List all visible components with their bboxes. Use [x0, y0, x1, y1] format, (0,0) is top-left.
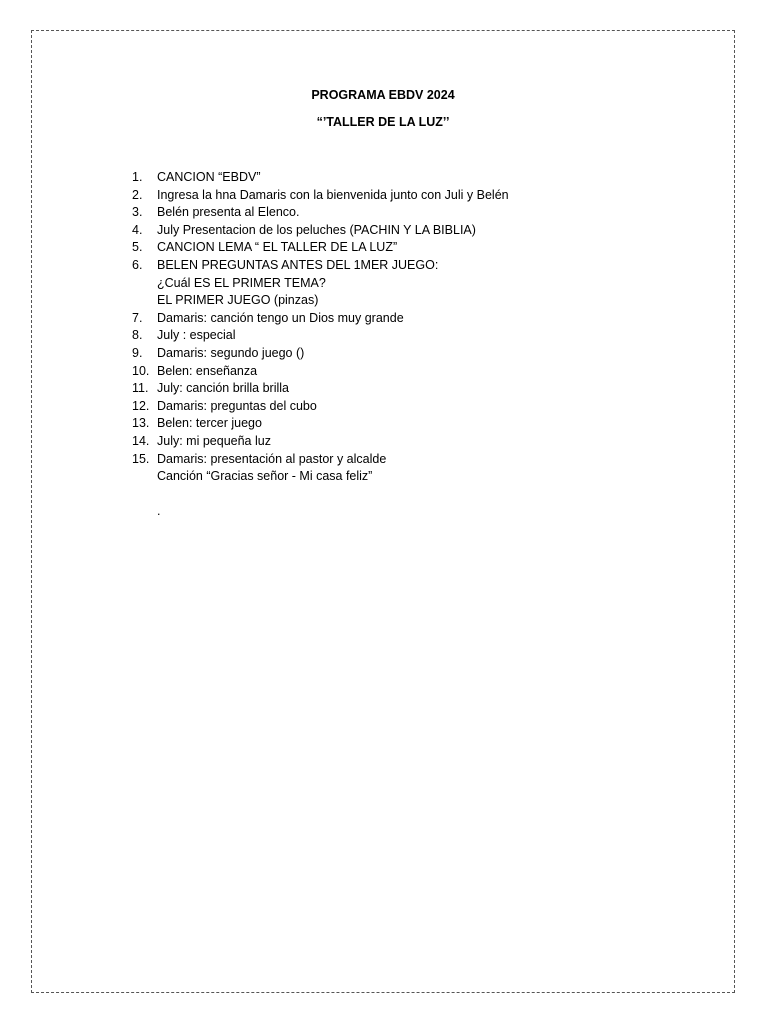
item-text: Belén presenta al Elenco.	[157, 205, 300, 220]
item-number: 4.	[132, 222, 143, 237]
program-item	[132, 398, 509, 416]
item-text: Belen: tercer juego	[157, 416, 262, 431]
program-item	[132, 345, 509, 363]
program-list	[132, 169, 509, 486]
item-text: Ingresa la hna Damaris con la bienvenida junto con Juli y Belén	[157, 187, 509, 202]
program-item	[132, 433, 509, 451]
program-item	[132, 363, 509, 381]
item-number: 11.	[132, 381, 149, 396]
item-number: 6.	[132, 257, 143, 272]
item-text: Belen: enseñanza	[157, 363, 258, 378]
item-number: 5.	[132, 240, 143, 255]
item-number: 10.	[132, 363, 150, 378]
item-number: 13.	[132, 416, 150, 431]
program-item	[132, 204, 509, 222]
item-text: Damaris: preguntas del cubo	[157, 398, 317, 413]
document-title: PROGRAMA EBDV 2024	[311, 88, 455, 102]
item-number: 9.	[132, 345, 143, 360]
item-text: ¿Cuál ES EL PRIMER TEMA?	[157, 275, 326, 290]
item-number: 14.	[132, 433, 150, 448]
item-number: 12.	[132, 398, 150, 413]
item-text: Damaris: presentación al pastor y alcalde	[157, 451, 387, 466]
program-item	[132, 415, 509, 433]
item-text: CANCION LEMA “ EL TALLER DE LA LUZ”	[157, 240, 398, 255]
program-item	[132, 222, 509, 240]
item-text: CANCION “EBDV”	[157, 170, 261, 184]
item-number: 7.	[132, 310, 143, 325]
document-subtitle: “’TALLER DE LA LUZ’’	[316, 115, 450, 129]
item-number: 8.	[132, 328, 143, 343]
item-number: 3.	[132, 205, 143, 220]
program-item	[132, 169, 509, 187]
item-text: July: mi pequeña luz	[157, 433, 271, 448]
item-text: Canción “Gracias señor - Mi casa feliz”	[157, 469, 373, 484]
item-text: July Presentacion de los peluches (PACHIN Y LA BIBLIA)	[157, 222, 476, 237]
end-mark: .	[157, 504, 161, 518]
program-item	[132, 451, 509, 486]
document-page	[31, 30, 735, 993]
item-text: Damaris: canción tengo un Dios muy grande	[157, 310, 404, 325]
program-item	[132, 310, 509, 328]
item-text: BELEN PREGUNTAS ANTES DEL 1MER JUEGO:	[157, 257, 439, 272]
item-number: 1.	[132, 170, 143, 184]
program-item	[132, 239, 509, 257]
item-text: July : especial	[157, 328, 236, 343]
program-item	[132, 380, 509, 398]
item-text: July: canción brilla brilla	[157, 381, 290, 396]
program-item	[132, 187, 509, 205]
program-item	[132, 327, 509, 345]
item-text: Damaris: segundo juego ()	[157, 345, 305, 360]
item-number: 15.	[132, 451, 150, 466]
item-number: 2.	[132, 187, 143, 202]
program-item	[132, 257, 509, 310]
item-text: EL PRIMER JUEGO (pinzas)	[157, 293, 319, 308]
